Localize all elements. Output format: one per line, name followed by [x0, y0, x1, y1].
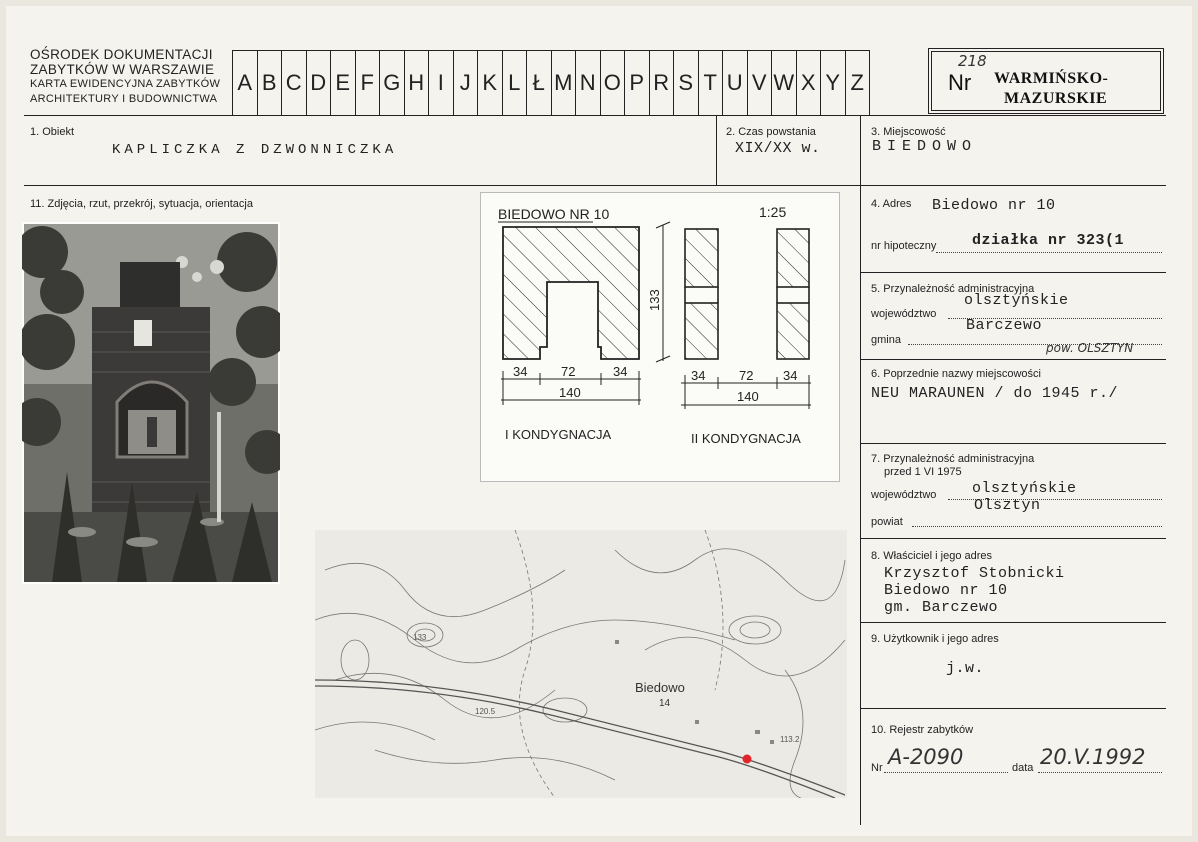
institution-line-1: OŚRODEK DOKUMENTACJI: [30, 47, 213, 62]
miejscowosc-value: BIEDOWO: [872, 138, 978, 155]
alphabet-letter: E: [330, 51, 355, 115]
rejestr-data-dots: [1038, 772, 1162, 773]
wlasciciel-line-2: Biedowo nr 10: [884, 582, 1008, 599]
uzytkownik-label: 9. Użytkownik i jego adres: [871, 633, 999, 645]
adres-value: Biedowo nr 10: [932, 197, 1056, 214]
alphabet-letter: I: [428, 51, 453, 115]
floor-plan-drawing: [480, 192, 840, 482]
obiekt-label: 1. Obiekt: [30, 126, 75, 138]
alphabet-letter: Y: [820, 51, 845, 115]
dim-right-total: 140: [737, 389, 759, 404]
powiat-value: Olsztyn: [974, 497, 1041, 514]
dim-right-3: 34: [783, 368, 798, 383]
woj75-value: olsztyńskie: [972, 480, 1077, 497]
alphabet-letter: D: [306, 51, 331, 115]
rule-v-obiekt: [716, 115, 717, 185]
alphabet-letter: M: [551, 51, 576, 115]
poprz-value: NEU MARAUNEN / do 1945 r./: [871, 385, 1119, 402]
alphabet-index: [232, 50, 870, 116]
institution-line-2: ZABYTKÓW W WARSZAWIE: [30, 62, 215, 77]
wlasciciel-line-3: gm. Barczewo: [884, 599, 999, 616]
woj75-label: województwo: [871, 489, 937, 501]
gmina-label: gmina: [871, 334, 901, 346]
rejestr-nr-dots: [884, 772, 1008, 773]
alphabet-letter: Ł: [526, 51, 551, 115]
drawing-title: BIEDOWO NR 10: [498, 206, 610, 222]
hipoteczny-value: działka nr 323(1: [972, 232, 1125, 249]
region-line-2: MAZURSKIE: [1004, 90, 1108, 107]
obiekt-value: KAPLICZKA Z DZWONNICZKA: [112, 142, 398, 158]
gmina-value: Barczewo: [966, 317, 1043, 334]
powiat-dots: [912, 526, 1162, 527]
label-first-storey: I KONDYGNACJA: [505, 427, 612, 442]
dim-left-3: 34: [613, 364, 628, 379]
dim-left-total: 140: [559, 385, 581, 400]
uzytkownik-value: j.w.: [946, 660, 985, 677]
alphabet-letter: B: [257, 51, 282, 115]
alphabet-letter: S: [673, 51, 698, 115]
rejestr-data-label: data: [1012, 762, 1034, 774]
dim-right-2: 72: [739, 368, 754, 383]
alphabet-letter: C: [281, 51, 306, 115]
poprz-label: 6. Poprzednie nazwy miejscowości: [871, 368, 1041, 380]
alphabet-letter: K: [477, 51, 502, 115]
alphabet-letter: G: [379, 51, 404, 115]
hipoteczny-label: nr hipoteczny: [871, 240, 937, 252]
institution-line-3: KARTA EWIDENCYJNA ZABYTKÓW: [30, 78, 221, 90]
rule-row1: [24, 185, 1166, 186]
rejestr-data-value: 20.V.1992: [1040, 745, 1146, 769]
rejestr-nr-value: A-2090: [888, 745, 964, 769]
rule-r4: [860, 272, 1166, 273]
rule-r8: [860, 622, 1166, 623]
alphabet-letter: J: [453, 51, 478, 115]
location-map: [315, 530, 847, 798]
miejscowosc-label: 3. Miejscowość: [871, 126, 946, 138]
map-number: 14: [659, 698, 671, 709]
alphabet-letter: A: [232, 51, 257, 115]
alphabet-letter: W: [771, 51, 796, 115]
gmina-note: pow. OLSZTYN: [1046, 341, 1134, 355]
drawing-height: 133: [647, 289, 662, 311]
alphabet-letter: H: [404, 51, 429, 115]
label-second-storey: II KONDYGNACJA: [691, 431, 801, 446]
wlasciciel-label: 8. Właściciel i jego adres: [871, 550, 993, 562]
czas-label: 2. Czas powstania: [726, 126, 816, 138]
chapel-photo: [22, 222, 280, 584]
przyn-label: 5. Przynależność administracyjna: [871, 283, 1035, 295]
czas-value: XIX/XX w.: [735, 140, 821, 157]
dim-left-1: 34: [513, 364, 528, 379]
alphabet-letter: N: [575, 51, 600, 115]
region-line-1: WARMIŃSKO-: [994, 70, 1109, 87]
drawing-scale: 1:25: [759, 204, 787, 220]
rejestr-label: 10. Rejestr zabytków: [871, 724, 974, 736]
rule-r6: [860, 443, 1166, 444]
location-marker: [743, 755, 752, 764]
map-elev-1: 133: [413, 633, 427, 642]
wlasciciel-line-1: Krzysztof Stobnicki: [884, 565, 1065, 582]
wojewodztwo-label: województwo: [871, 308, 937, 320]
zdjecia-label: 11. Zdjęcia, rzut, przekrój, sytuacja, orientacja: [30, 198, 253, 210]
alphabet-letter: R: [649, 51, 674, 115]
rule-v-main: [860, 115, 861, 825]
institution-block: [30, 47, 220, 107]
alphabet-letter: T: [698, 51, 723, 115]
institution-line-4: ARCHITEKTURY I BUDOWNICTWA: [30, 93, 218, 105]
wojewodztwo-value: olsztyńskie: [964, 292, 1069, 309]
map-elev-3: 113.2: [780, 735, 800, 744]
alphabet-letter: Z: [845, 51, 871, 115]
nr-handwritten: 218: [958, 52, 987, 70]
dim-left-2: 72: [561, 364, 576, 379]
alphabet-letter: U: [722, 51, 747, 115]
dim-right-1: 34: [691, 368, 706, 383]
alphabet-letter: P: [624, 51, 649, 115]
alphabet-letter: V: [747, 51, 772, 115]
hipoteczny-dots: [936, 252, 1162, 253]
map-place: Biedowo: [635, 680, 685, 695]
alphabet-letter: X: [796, 51, 821, 115]
rule-r7: [860, 538, 1166, 539]
przyn75-label-2: przed 1 VI 1975: [884, 466, 962, 478]
alphabet-letter: L: [502, 51, 527, 115]
map-elev-2: 120.5: [475, 707, 496, 716]
alphabet-letter: O: [600, 51, 625, 115]
powiat-label: powiat: [871, 516, 903, 528]
alphabet-letter: F: [355, 51, 380, 115]
nr-label: Nr: [948, 70, 972, 95]
przyn75-label-1: 7. Przynależność administracyjna: [871, 453, 1035, 465]
rejestr-nr-label: Nr: [871, 762, 883, 774]
adres-label: 4. Adres: [871, 198, 912, 210]
rule-top: [24, 115, 1166, 116]
rule-r5: [860, 359, 1166, 360]
rule-r9: [860, 708, 1166, 709]
